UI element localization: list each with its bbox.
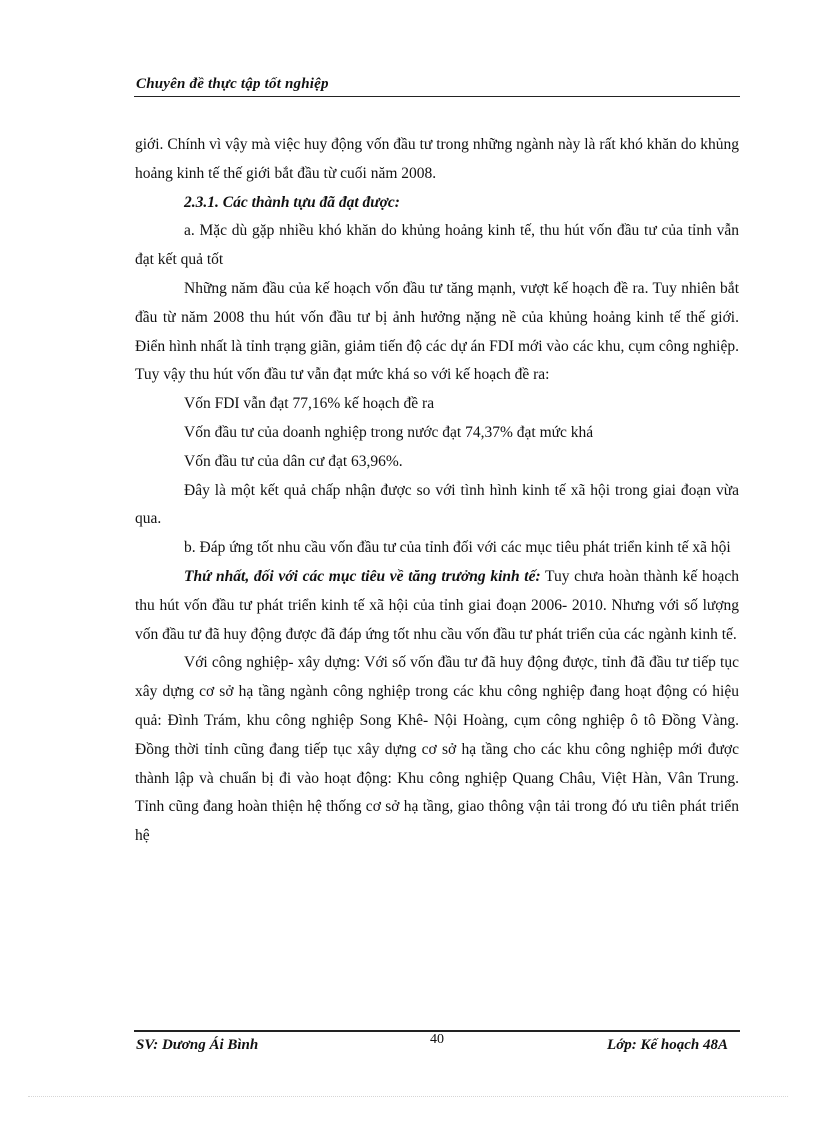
page-header-title: Chuyên đề thực tập tốt nghiệp	[136, 76, 329, 92]
paragraph-lead-in: Thứ nhất, đối với các mục tiêu về tăng trưởng kinh tế:	[184, 567, 541, 585]
paragraph: Vốn FDI vẫn đạt 77,16% kế hoạch đề ra	[184, 395, 435, 413]
section-heading: 2.3.1. Các thành tựu đã đạt được:	[184, 193, 400, 211]
paragraph: Những năm đầu của kế hoạch vốn đầu tư tăng mạnh, vượt kế hoạch đề ra. Tuy nhiên bắt đầu từ năm 2008 thu hút vốn đầu tư bị ảnh hưởng nặng nề của khủng hoảng kinh tế thế giới. Điển hình nhất là tỉnh trạng giãn, giảm tiến độ các dự án FDI mới vào các khu, cụm công nghiệp. Tuy vậy thu hút vốn đầu tư vẫn đạt mức khá so với kế hoạch đề ra:	[135, 279, 739, 384]
paragraph: b. Đáp ứng tốt nhu cầu vốn đầu tư của tỉnh đối với các mục tiêu phát triển kinh tế xã hội	[184, 539, 731, 557]
paragraph-text: Tuy chưa hoàn thành kế hoạch thu hút vốn đầu tư phát triển kinh tế xã hội của tỉnh giai đoạn 2006- 2010. Nhưng với số lượng vốn đầu tư đã huy động được đã đáp ứng tốt nhu cầu vốn đầu tư phát triển của các ngành kinh tế.	[135, 567, 739, 643]
paragraph: a. Mặc dù gặp nhiều khó khăn do khủng hoảng kinh tế, thu hút vốn đầu tư của tỉnh vẫn đạt kết quả tốt	[135, 222, 739, 269]
footer-class-label: Lớp: Kế hoạch 48A	[607, 1037, 728, 1053]
paragraph: Đây là một kết quả chấp nhận được so với tình hình kinh tế xã hội trong giai đoạn vừa qua.	[135, 481, 739, 528]
paragraph: Vốn đầu tư của doanh nghiệp trong nước đạt 74,37% đạt mức khá	[184, 423, 594, 441]
page-bottom-dotted-line	[28, 1096, 788, 1097]
page-number-text: 40	[430, 1032, 444, 1047]
paragraph: Với công nghiệp- xây dựng: Với số vốn đầu tư đã huy động được, tỉnh đã đầu tư tiếp tục xây dựng cơ sở hạ tầng ngành công nghiệp trong các khu công nghiệp đang hoạt động có hiệu quả: Đình Trám, khu công nghiệp Song Khê- Nội Hoàng, cụm công nghiệp ô tô Đồng Vàng. Đồng thời tỉnh cũng đang tiếp tục xây dựng cơ sở hạ tầng cho các khu công nghiệp mới được thành lập và chuẩn bị đi vào hoạt động: Khu công nghiệp Quang Châu, Việt Hàn, Vân Trung. Tỉnh cũng đang hoàn thiện hệ thống cơ sở hạ tầng, giao thông vận tải trong đó ưu tiên phát triển hệ	[135, 654, 739, 845]
paragraph-continuation: giới. Chính vì vậy mà việc huy động vốn đầu tư trong những ngành này là rất khó khăn do khủng hoảng kinh tế thế giới bắt đầu từ cuối năm 2008.	[135, 136, 739, 182]
paragraph: Vốn đầu tư của dân cư đạt 63,96%.	[184, 452, 403, 470]
footer-student-name: SV: Dương Ái Bình	[136, 1037, 259, 1053]
document-body	[135, 131, 739, 851]
paragraph	[135, 563, 739, 649]
header-divider	[134, 96, 740, 97]
